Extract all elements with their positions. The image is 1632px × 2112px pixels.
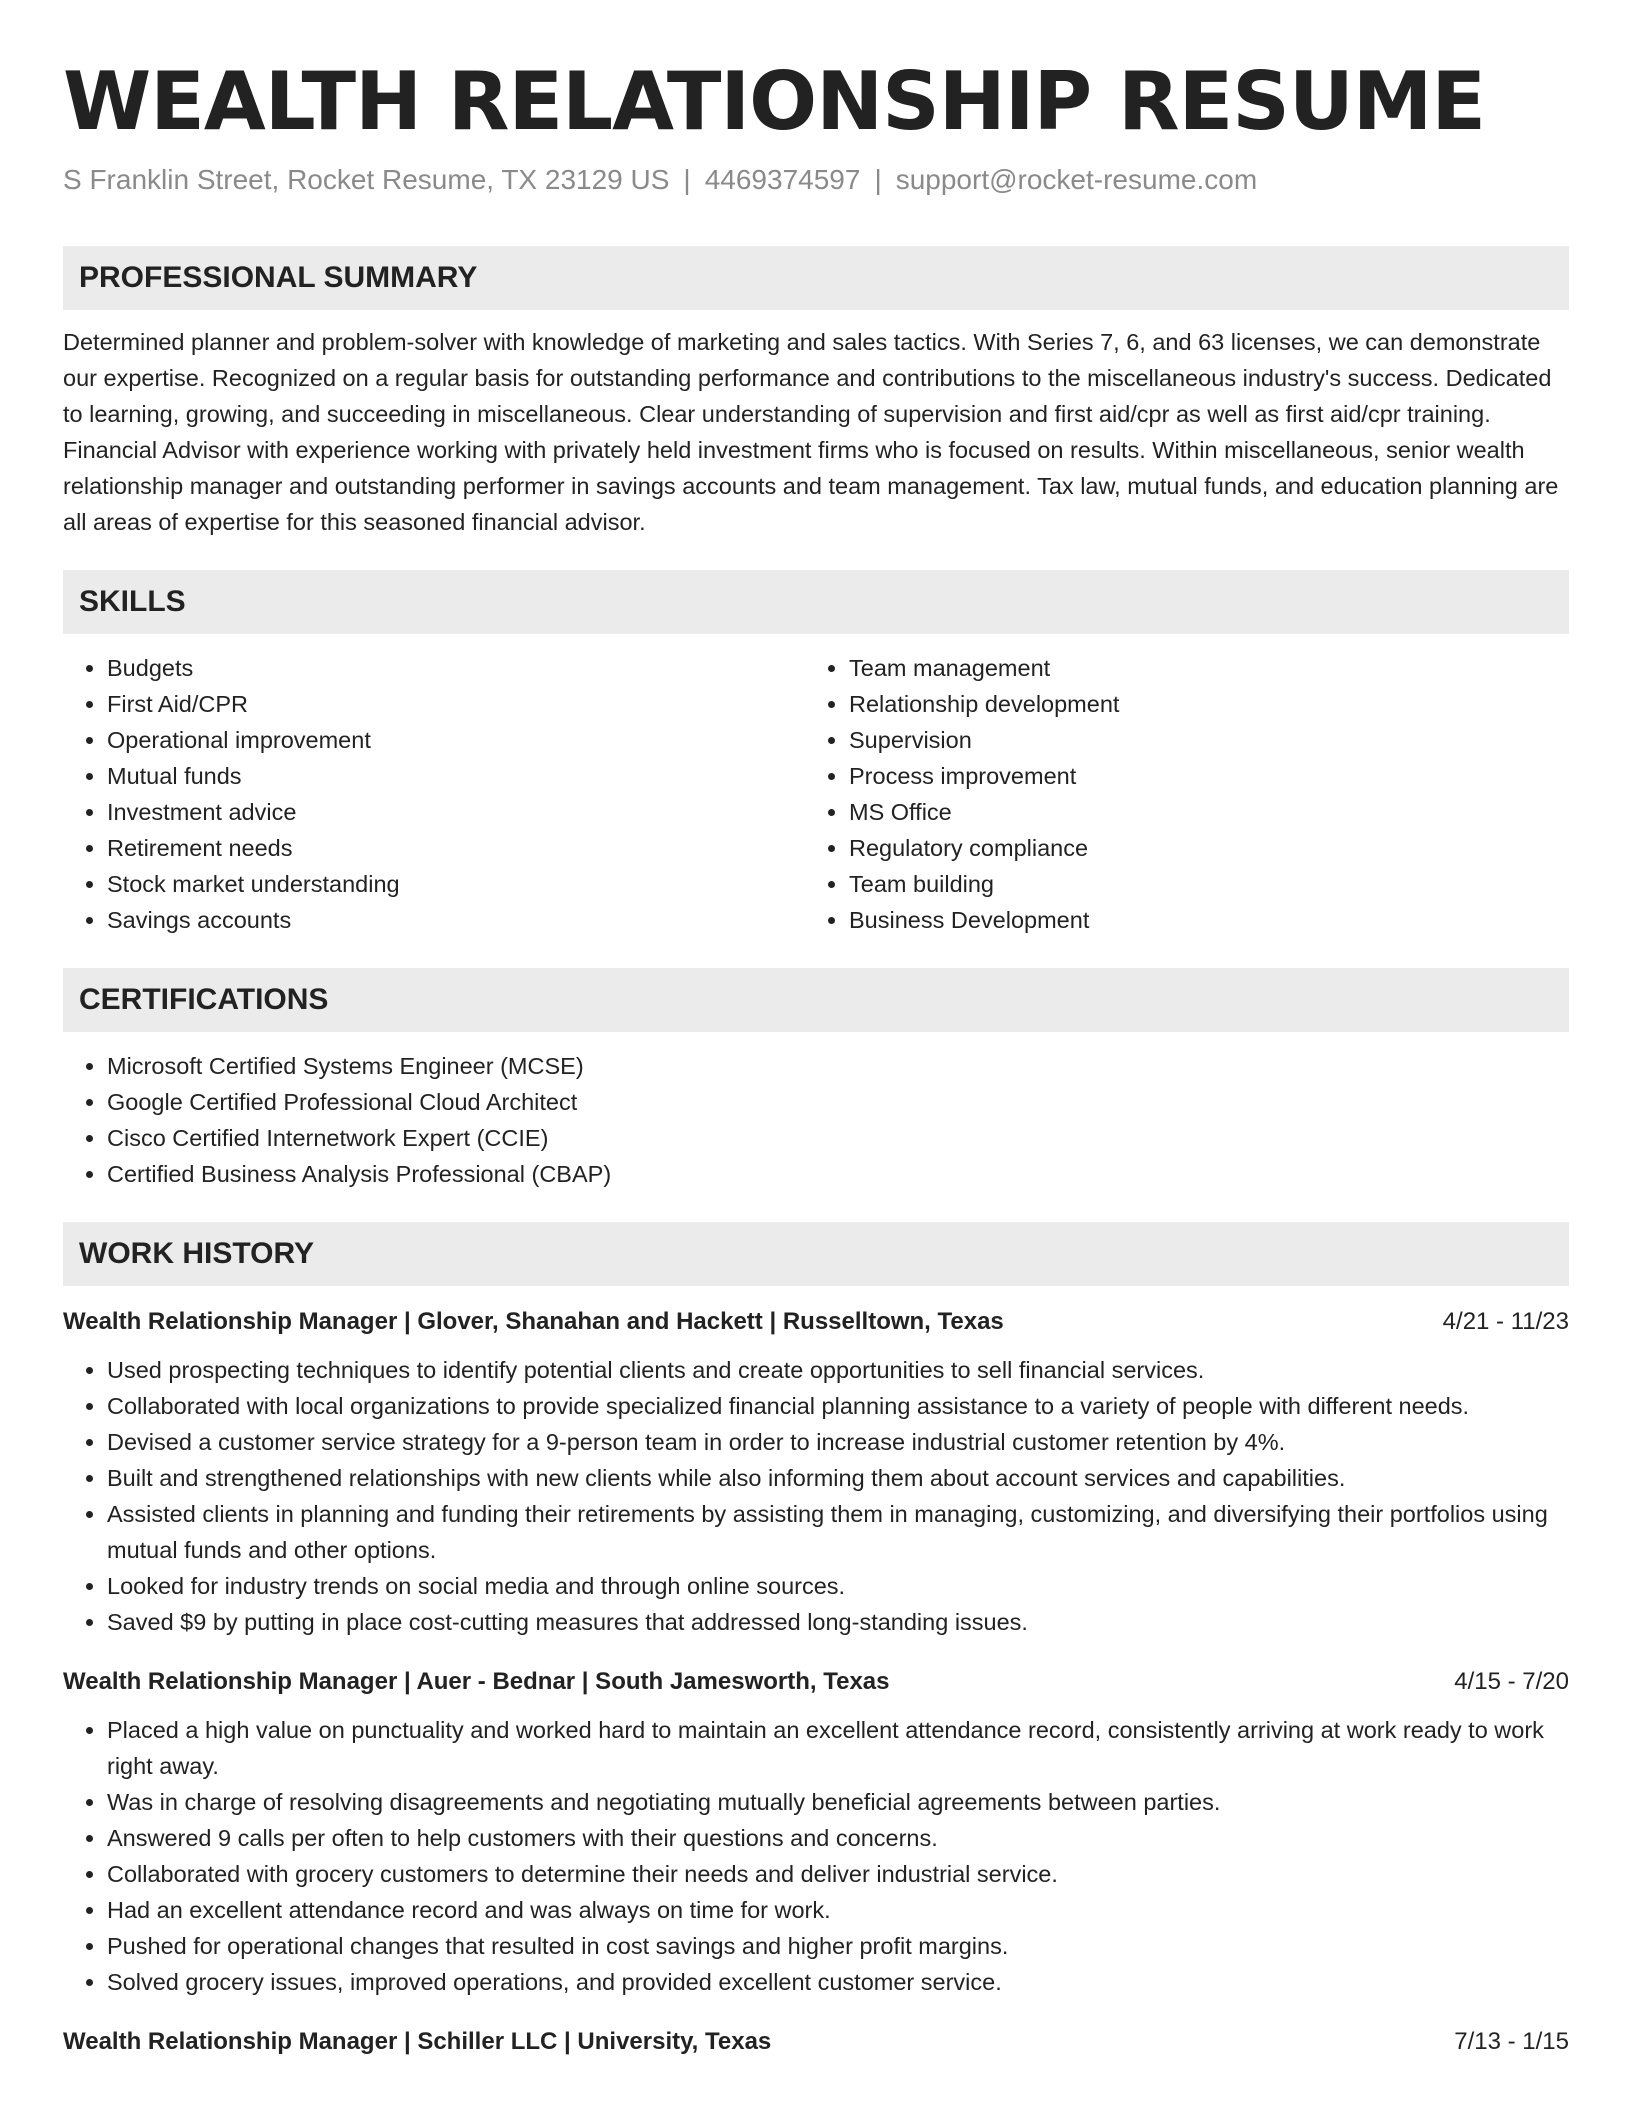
contact-email: support@rocket-resume.com [895, 164, 1258, 195]
job-header [63, 1664, 1569, 1700]
job-bullet: • Looked for industry trends on social media and through online sources. [107, 1568, 1569, 1604]
certification-item: • Certified Business Analysis Professional (CBAP) [107, 1156, 1569, 1192]
skills-list-right [805, 650, 1569, 938]
job-bullet: • Solved grocery issues, improved operations, and provided excellent customer service. [107, 1964, 1569, 2000]
skills-columns [63, 634, 1569, 938]
job-entry [63, 2024, 1569, 2060]
job-dates: 7/13 - 1/15 [1454, 2028, 1569, 2055]
job-title: Wealth Relationship Manager | Auer - Bednar | South Jamesworth, Texas [63, 1668, 890, 1695]
skill-item: • Budgets [107, 650, 805, 686]
skill-item: • Relationship development [849, 686, 1569, 722]
job-header [63, 2024, 1569, 2060]
section-heading-summary: PROFESSIONAL SUMMARY [63, 246, 1569, 310]
skill-item: • Business Development [849, 902, 1569, 938]
skill-item: • Team management [849, 650, 1569, 686]
skill-item: • Supervision [849, 722, 1569, 758]
job-bullet: • Answered 9 calls per often to help customers with their questions and concerns. [107, 1820, 1569, 1856]
contact-separator: | [683, 164, 691, 195]
job-bullets [63, 1352, 1569, 1640]
job-bullet: • Devised a customer service strategy for a 9-person team in order to increase industrial customer retention by 4%. [107, 1424, 1569, 1460]
section-heading-work-history: WORK HISTORY [63, 1222, 1569, 1286]
job-bullets [63, 1712, 1569, 2000]
section-heading-certifications: CERTIFICATIONS [63, 968, 1569, 1032]
certification-item: • Microsoft Certified Systems Engineer (MCSE) [107, 1048, 1569, 1084]
certification-item: • Cisco Certified Internetwork Expert (CCIE) [107, 1120, 1569, 1156]
job-entry [63, 1664, 1569, 2000]
skills-list-left [63, 650, 805, 938]
skill-item: • Regulatory compliance [849, 830, 1569, 866]
job-bullet: • Had an excellent attendance record and was always on time for work. [107, 1892, 1569, 1928]
job-bullet: • Saved $9 by putting in place cost-cutting measures that addressed long-standing issues. [107, 1604, 1569, 1640]
contact-address: S Franklin Street, Rocket Resume, TX 23129 US [63, 164, 670, 195]
skill-item: • Retirement needs [107, 830, 805, 866]
resume-title: WEALTH RELATIONSHIP RESUME [63, 55, 1486, 148]
job-entry [63, 1304, 1569, 1640]
contact-separator: | [874, 164, 882, 195]
job-bullet: • Placed a high value on punctuality and worked hard to maintain an excellent attendance record, consistently arriving at work ready to work right away. [107, 1712, 1569, 1784]
skill-item: • Operational improvement [107, 722, 805, 758]
job-dates: 4/21 - 11/23 [1442, 1308, 1569, 1335]
job-bullet: • Assisted clients in planning and funding their retirements by assisting them in managing, customizing, and diversifying their portfolios using mutual funds and other options. [107, 1496, 1569, 1568]
job-title: Wealth Relationship Manager | Glover, Shanahan and Hackett | Russelltown, Texas [63, 1308, 1004, 1335]
summary-text: Determined planner and problem-solver with knowledge of marketing and sales tactics. With Series 7, 6, and 63 licenses, we can demonstrate our expertise. Recognized on a regular basis for outstanding performance and contributions to the miscellaneous industry's success. Dedicated to learning, growing, and succeeding in miscellaneous. Clear understanding of supervision and first aid/cpr as well as first aid/cpr training. Financial Advisor with experience working with privately held investment firms who is focused on results. Within miscellaneous, senior wealth relationship manager and outstanding performer in savings accounts and team management. Tax law, mutual funds, and education planning are all areas of expertise for this seasoned financial advisor. [63, 329, 1559, 535]
contact-phone: 4469374597 [704, 164, 861, 195]
job-bullet: • Was in charge of resolving disagreements and negotiating mutually beneficial agreements between parties. [107, 1784, 1569, 1820]
skill-item: • Savings accounts [107, 902, 805, 938]
job-bullet: • Collaborated with local organizations to provide specialized financial planning assistance to a variety of people with different needs. [107, 1388, 1569, 1424]
skill-item: • Process improvement [849, 758, 1569, 794]
skill-item: • MS Office [849, 794, 1569, 830]
certification-item: • Google Certified Professional Cloud Architect [107, 1084, 1569, 1120]
job-bullet: • Used prospecting techniques to identify potential clients and create opportunities to sell financial services. [107, 1352, 1569, 1388]
job-title: Wealth Relationship Manager | Schiller LLC | University, Texas [63, 2028, 772, 2055]
skill-item: • Mutual funds [107, 758, 805, 794]
contact-line [63, 164, 1569, 196]
job-dates: 4/15 - 7/20 [1454, 1668, 1569, 1695]
job-header [63, 1304, 1569, 1340]
job-bullet: • Built and strengthened relationships with new clients while also informing them about account services and capabilities. [107, 1460, 1569, 1496]
skill-item: • Stock market understanding [107, 866, 805, 902]
skill-item: • Investment advice [107, 794, 805, 830]
job-bullet: • Collaborated with grocery customers to determine their needs and deliver industrial service. [107, 1856, 1569, 1892]
job-bullet: • Pushed for operational changes that resulted in cost savings and higher profit margins. [107, 1928, 1569, 1964]
skill-item: • Team building [849, 866, 1569, 902]
skill-item: • First Aid/CPR [107, 686, 805, 722]
section-heading-skills: SKILLS [63, 570, 1569, 634]
certifications-list [63, 1048, 1569, 1192]
